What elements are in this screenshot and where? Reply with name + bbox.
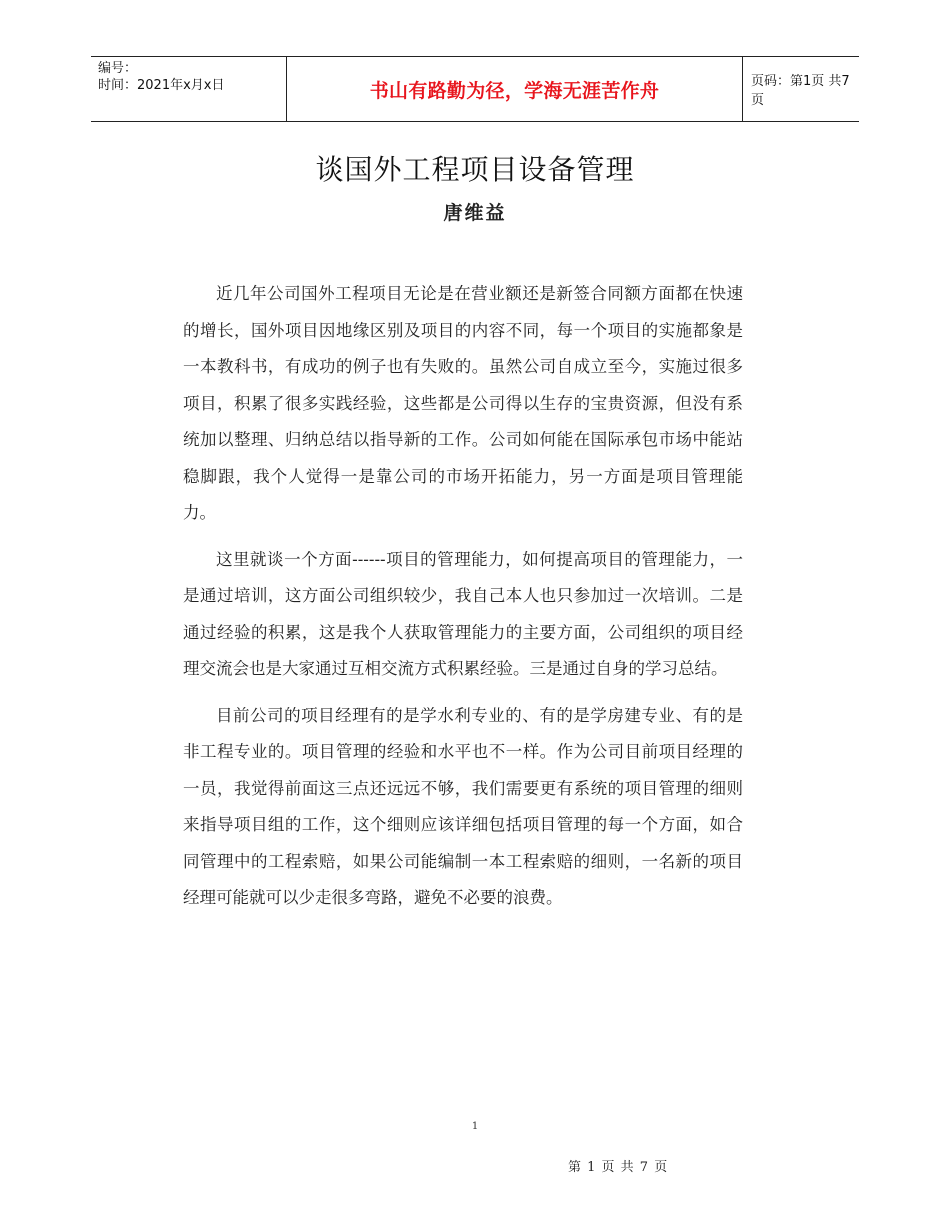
time-label: 时间：2021年x月x日 bbox=[98, 78, 225, 93]
paragraph: 这里就谈一个方面------项目的管理能力，如何提高项目的管理能力，一是通过培训，这方面公司组织较少，我自己本人也只参加过一次培训。二是通过经验的积累，这是我个人获取管理能力的主要方面，公司组织的项目经理交流会也是大家通过互相交流方式积累经验。三是通过自身的学习总结。 bbox=[183, 549, 743, 678]
document-title: 谈国外工程项目设备管理 bbox=[315, 153, 635, 186]
page-number: 1 bbox=[471, 1121, 479, 1132]
document-author: 唐维益 bbox=[443, 202, 507, 224]
page-footer: 第 1 页 共 7 页 bbox=[568, 1160, 669, 1175]
header-motto-cell bbox=[286, 57, 743, 121]
paragraph: 目前公司的项目经理有的是学水利专业的、有的是学房建专业、有的是非工程专业的。项目管理的经验和水平也不一样。作为公司目前项目经理的一员，我觉得前面这三点还远远不够，我们需要更有系统的项目管理的细则来指导项目组的工作，这个细则应该详细包括项目管理的每一个方面，如合同管理中的工程索赔，如果公司能编制一本工程索赔的细则，一名新的项目经理可能就可以少走很多弯路，避免不必要的浪费。 bbox=[183, 705, 743, 907]
header-page-info bbox=[743, 57, 859, 121]
page-header bbox=[91, 56, 859, 122]
page-info-text: 页码：第1页 共7页 bbox=[751, 74, 850, 108]
header-meta bbox=[91, 57, 286, 121]
serial-label: 编号： bbox=[98, 61, 138, 76]
paragraph: 近几年公司国外工程项目无论是在营业额还是新签合同额方面都在快速的增长，国外项目因地缘区别及项目的内容不同，每一个项目的实施都象是一本教科书，有成功的例子也有失败的。虽然公司自成立至今，实施过很多项目，积累了很多实践经验，这些都是公司得以生存的宝贵资源，但没有系统加以整理、归纳总结以指导新的工作。公司如何能在国际承包市场中能站稳脚跟，我个人觉得一是靠公司的市场开拓能力，另一方面是项目管理能力。 bbox=[183, 284, 743, 522]
document-body bbox=[183, 276, 743, 917]
motto-text: 书山有路勤为径，学海无涯苦作舟 bbox=[369, 79, 660, 102]
